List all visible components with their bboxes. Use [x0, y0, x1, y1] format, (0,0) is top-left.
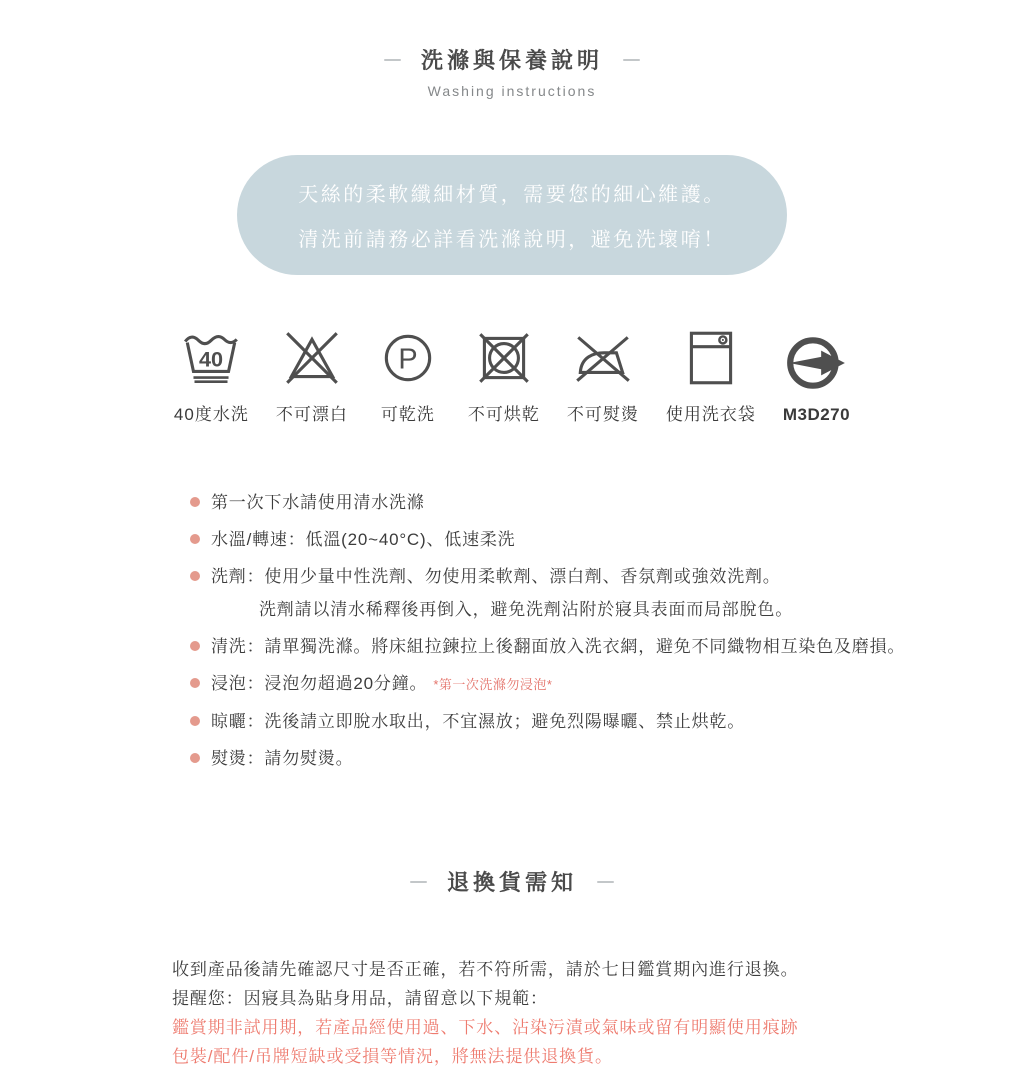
care-icons-row [0, 325, 1024, 425]
notice-line-1: 天絲的柔軟纖細材質，需要您的細心維護。 [298, 184, 726, 206]
no-iron-icon [570, 325, 636, 391]
list-item-text: 熨燙：請勿熨燙。 [211, 749, 354, 768]
washing-subtitle: Washing instructions [427, 83, 597, 99]
list-item-continuation: 洗劑請以清水稀釋後再倒入，避免洗劑沾附於寢具表面而局部脫色。 [259, 600, 793, 619]
care-icon-label: 不可熨燙 [566, 405, 639, 424]
list-item [190, 747, 1024, 770]
title-dash-right [623, 59, 640, 61]
bullet-dot [190, 753, 200, 763]
list-item [190, 528, 1024, 551]
washing-title: 洗滌與保養說明 [420, 48, 603, 73]
returns-title: 退換貨需知 [446, 870, 577, 895]
bullet-dot [190, 534, 200, 544]
list-item [190, 491, 1024, 514]
bullet-dot [190, 571, 200, 581]
title-dash-left [384, 59, 401, 61]
bullet-dot [190, 678, 200, 688]
washing-title-row [0, 44, 1024, 75]
title-dash-right [597, 881, 614, 883]
care-icon-label: M3D270 [782, 405, 851, 424]
list-item [190, 635, 1024, 658]
care-icon-cell-no-iron [567, 325, 639, 425]
bullet-dot [190, 641, 200, 651]
list-item [190, 672, 1024, 696]
care-icon-cell-no-tumble-dry [468, 325, 540, 425]
laundry-bag-icon [678, 325, 744, 391]
washing-header [0, 0, 1024, 99]
returns-text-block [172, 955, 1024, 1071]
notice-line-2: 清洗前請務必詳看洗滌說明，避免洗壞唷！ [298, 229, 726, 251]
returns-warning-line: 鑑賞期非試用期，若產品經使用過、下水、沾染污漬或氣味或留有明顯使用痕跡 [172, 1018, 799, 1037]
care-icon-cell-brand-logo [783, 330, 850, 425]
returns-header [0, 866, 1024, 897]
svg-text:40: 40 [199, 346, 224, 372]
list-item [190, 710, 1024, 733]
care-icon-label: 可乾洗 [380, 405, 435, 424]
returns-warning-line: 包裝/配件/吊牌短缺或受損等情況，將無法提供退換貨。 [172, 1047, 613, 1066]
list-item-text: 洗劑：使用少量中性洗劑、勿使用柔軟劑、漂白劑、香氛劑或強效洗劑。 [211, 567, 781, 586]
list-item-text: 清洗：請單獨洗滌。將床組拉鍊拉上後翻面放入洗衣網，避免不同織物相互染色及磨損。 [211, 637, 906, 656]
list-item [190, 565, 1024, 588]
returns-title-row [0, 866, 1024, 897]
no-bleach-icon [279, 325, 345, 391]
wash-40-icon [178, 325, 244, 391]
care-icon-label: 不可烘乾 [467, 405, 540, 424]
care-icon-cell-dry-clean [375, 325, 441, 425]
care-icon-cell-wash40 [174, 325, 249, 425]
care-icon-label: 使用洗衣袋 [665, 405, 756, 424]
dry-clean-icon [375, 325, 441, 391]
no-tumble-dry-icon [471, 325, 537, 391]
brand-logo-icon [783, 330, 849, 396]
list-item-text: 第一次下水請使用清水洗滌 [211, 493, 425, 512]
list-item-main-text: 浸泡：浸泡勿超過20分鐘。 [211, 674, 428, 693]
returns-line: 收到產品後請先確認尺寸是否正確，若不符所需，請於七日鑑賞期內進行退換。 [172, 960, 799, 979]
returns-line: 提醒您：因寢具為貼身用品，請留意以下規範： [172, 989, 548, 1008]
care-icon-cell-no-bleach [276, 325, 348, 425]
first-wash-warning-note: *第一次洗滌勿浸泡* [433, 677, 553, 692]
svg-text:P: P [398, 343, 418, 376]
list-item-text [211, 672, 552, 696]
bullet-dot [190, 497, 200, 507]
care-icon-label: 40度水洗 [173, 405, 249, 424]
care-icon-cell-laundry-bag [666, 325, 756, 425]
list-item-text: 晾曬：洗後請立即脫水取出，不宜濕放；避免烈陽曝曬、禁止烘乾。 [211, 712, 745, 731]
care-instruction-list [190, 491, 1024, 770]
bullet-dot [190, 716, 200, 726]
care-notice-blob [237, 155, 787, 275]
care-icon-label: 不可漂白 [275, 405, 348, 424]
list-item-text: 水溫/轉速：低溫(20~40°C)、低速柔洗 [211, 530, 516, 549]
title-dash-left [410, 881, 427, 883]
